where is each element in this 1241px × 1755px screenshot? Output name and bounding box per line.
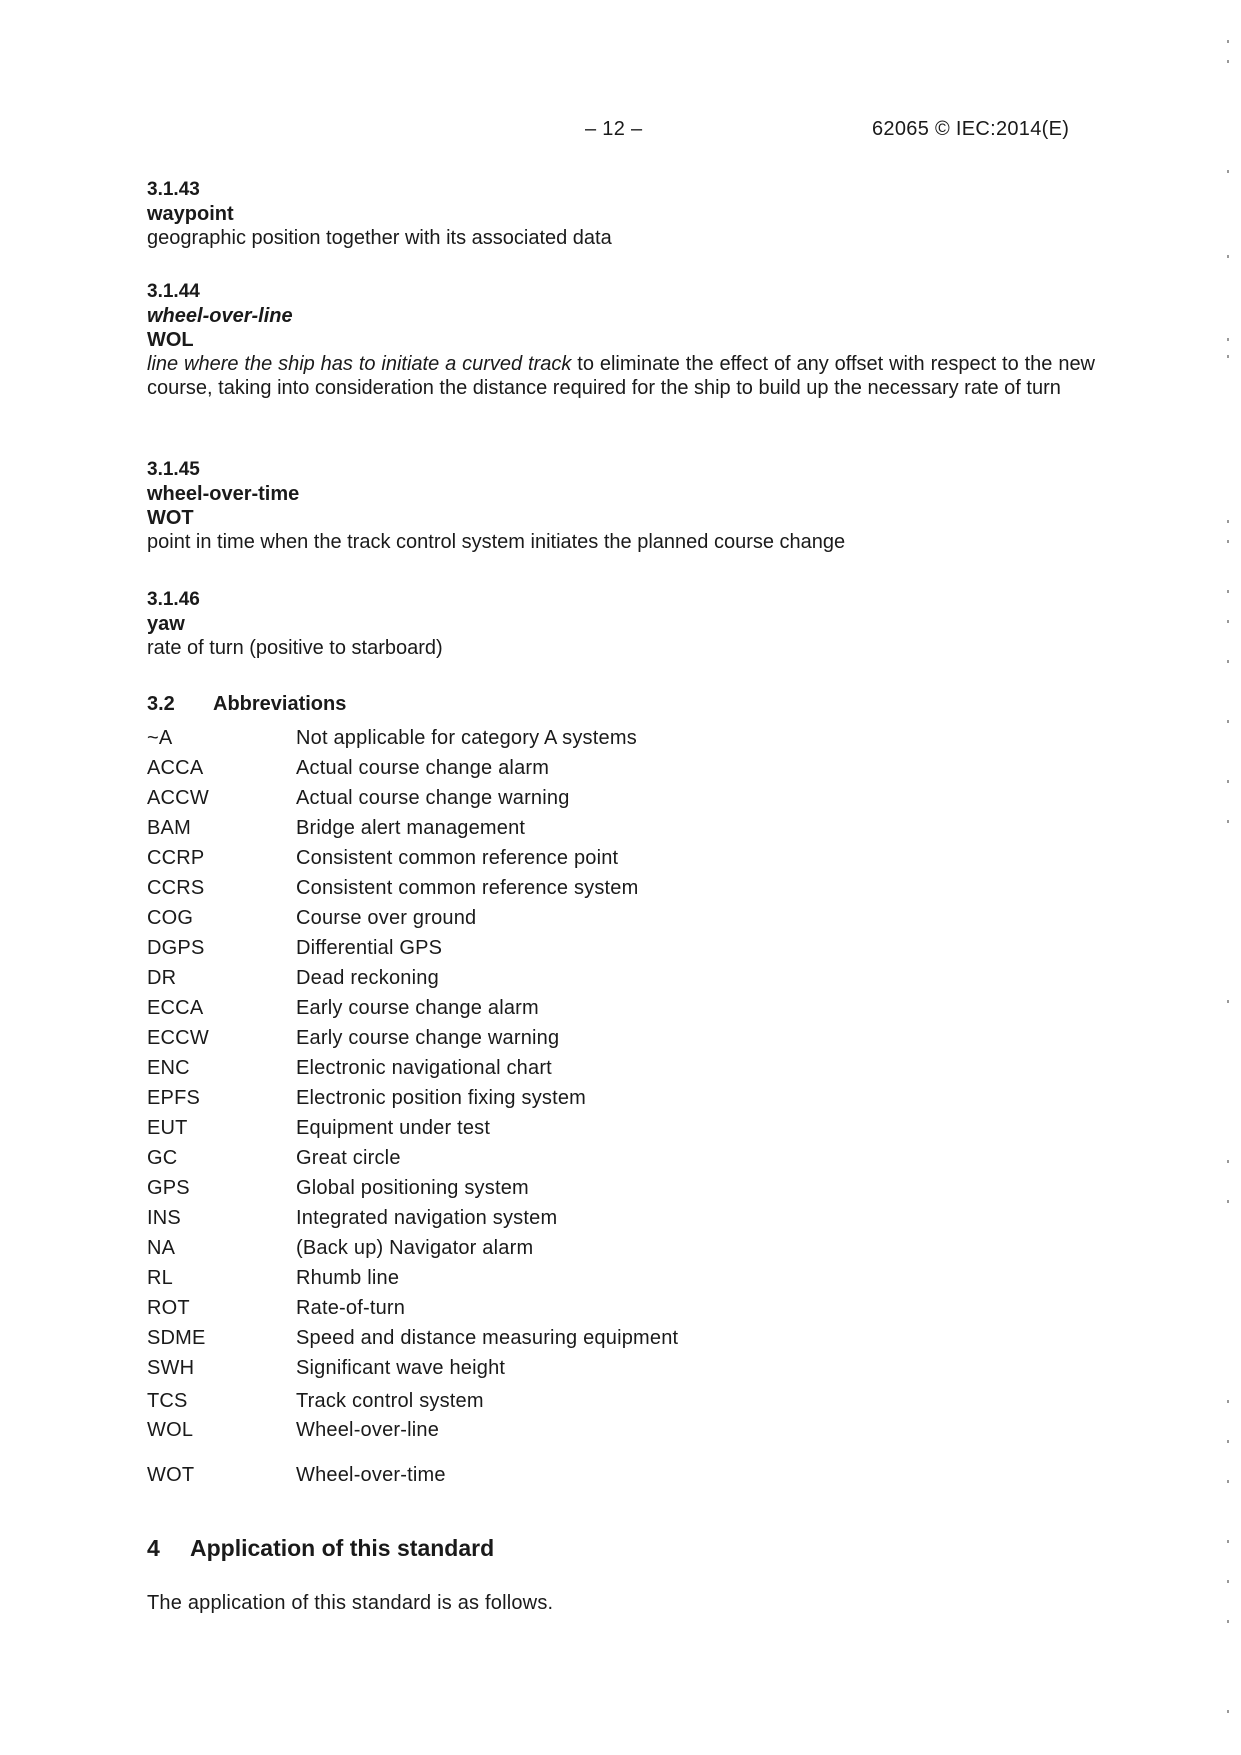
term-abbreviation: WOL [147,329,194,351]
definition-entry [147,178,1095,250]
scan-margin-artifacts [1211,20,1241,1720]
clause-number: 3.1.44 [147,281,200,302]
abbreviation-expansion: Great circle [296,1147,401,1169]
abbreviation-code: CCRP [147,847,205,869]
clause-number: 3.1.45 [147,459,200,480]
abbreviation-code: CCRS [147,877,205,899]
abbreviation-expansion: Electronic navigational chart [296,1057,552,1079]
abbreviation-expansion: Rhumb line [296,1267,400,1289]
abbreviation-code: INS [147,1207,181,1229]
section-number: 3.2 [147,693,175,715]
definition-italic-part: line where the ship has to initiate a curved track [147,353,572,375]
body-paragraph: The application of this standard is as follows. [147,1592,554,1614]
section-heading-abbreviations [147,693,347,716]
definition-rest: to eliminate the effect of any offset with respect to the new course, taking into consideration the distance required for the ship to build up the necessary rate of turn [147,353,1096,399]
abbreviation-code: COG [147,907,194,929]
abbreviation-expansion: Dead reckoning [296,967,439,989]
abbreviation-expansion: Actual course change alarm [296,757,550,779]
section-heading-application [147,1535,495,1562]
term-abbreviation: WOT [147,507,194,529]
abbreviation-code: BAM [147,817,191,839]
definition-entry [147,588,1095,660]
abbreviation-expansion: Early course change alarm [296,997,539,1019]
abbreviation-expansion: Integrated navigation system [296,1207,558,1229]
abbreviation-code: ROT [147,1297,190,1319]
term: waypoint [147,203,234,225]
abbreviation-expansion: Consistent common reference system [296,877,639,899]
abbreviation-expansion: Early course change warning [296,1027,560,1049]
abbreviation-expansion: Actual course change warning [296,787,570,809]
abbreviation-expansion: Rate-of-turn [296,1297,406,1319]
section-title: Application of this standard [190,1535,495,1561]
section-number: 4 [147,1535,160,1561]
abbreviation-code: TCS [147,1390,188,1412]
abbreviation-expansion: Consistent common reference point [296,847,619,869]
abbreviation-code: ECCA [147,997,204,1019]
abbreviation-code: ~A [147,727,173,749]
abbreviation-code: GC [147,1147,178,1169]
abbreviation-code: WOL [147,1419,194,1441]
abbreviation-code: ACCW [147,787,209,809]
abbreviation-code: ACCA [147,757,204,779]
abbreviation-expansion: Electronic position fixing system [296,1087,587,1109]
abbreviation-code: GPS [147,1177,190,1199]
abbreviation-code: SDME [147,1327,206,1349]
definition-entry [147,280,1095,400]
document-reference: 62065 © IEC:2014(E) [872,118,1070,140]
abbreviation-expansion: Course over ground [296,907,477,929]
definition-text: geographic position together with its associated data [147,227,612,249]
abbreviation-code: DGPS [147,937,205,959]
abbreviation-code: NA [147,1237,176,1259]
term: yaw [147,613,185,635]
abbreviation-expansion: Significant wave height [296,1357,506,1379]
clause-number: 3.1.46 [147,589,200,610]
abbreviation-expansion: Global positioning system [296,1177,529,1199]
definition-text: rate of turn (positive to starboard) [147,637,443,659]
definition-text [147,352,1095,400]
section-title: Abbreviations [213,693,347,715]
page-number: – 12 – [585,118,643,140]
abbreviation-expansion: Speed and distance measuring equipment [296,1327,679,1349]
abbreviation-expansion: Differential GPS [296,937,443,959]
abbreviation-expansion: Equipment under test [296,1117,491,1139]
abbreviation-code: ECCW [147,1027,209,1049]
abbreviation-expansion: (Back up) Navigator alarm [296,1237,534,1259]
abbreviation-expansion: Not applicable for category A systems [296,727,637,749]
definition-text: point in time when the track control system initiates the planned course change [147,531,846,553]
abbreviation-code: SWH [147,1357,195,1379]
term: wheel-over-time [147,483,300,505]
abbreviation-code: RL [147,1267,173,1289]
clause-number: 3.1.43 [147,179,200,200]
abbreviation-expansion: Track control system [296,1390,484,1412]
definition-entry [147,458,1095,554]
abbreviation-code: EUT [147,1117,188,1139]
abbreviation-code: EPFS [147,1087,201,1109]
term: wheel-over-line [147,305,293,327]
abbreviation-expansion: Wheel-over-time [296,1464,446,1486]
abbreviation-code: DR [147,967,177,989]
abbreviation-code: WOT [147,1464,195,1486]
abbreviation-expansion: Wheel-over-line [296,1419,440,1441]
abbreviation-expansion: Bridge alert management [296,817,526,839]
abbreviation-code: ENC [147,1057,190,1079]
